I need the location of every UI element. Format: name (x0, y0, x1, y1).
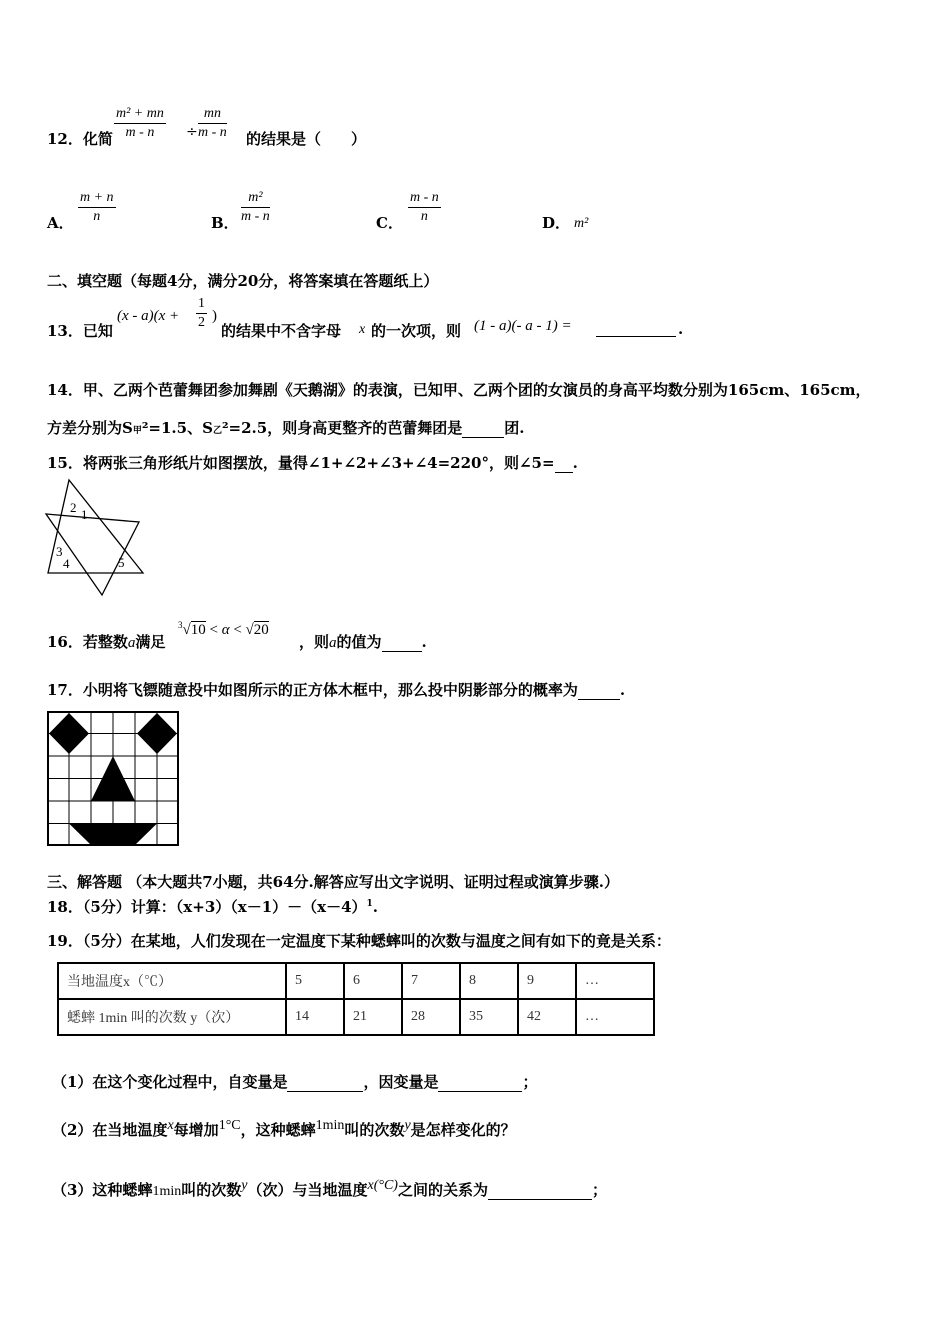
q19-p3-text: （3）这种蟋蟀 (52, 1181, 153, 1199)
angle-label-3: 3 (56, 544, 63, 559)
q19-p2-degree: 1°C (218, 1118, 241, 1133)
table-cell: 5 (286, 963, 344, 999)
table-row (58, 963, 654, 999)
option-c-numerator: m - n (408, 190, 441, 208)
q13-answer-blank[interactable] (596, 336, 676, 337)
angle-label-2: 2 (70, 500, 77, 515)
option-c-fraction (408, 190, 441, 225)
q19-p2-x: x (167, 1118, 174, 1133)
q15-end: . (572, 454, 578, 472)
table-cell: 6 (344, 963, 402, 999)
q19-p2-text-4: 叫的次数 (344, 1121, 405, 1139)
q19-p2-min: 1min (315, 1118, 345, 1133)
radicand-1: 10 (190, 622, 206, 638)
q19-part-3 (52, 1178, 607, 1200)
q12-fraction-2 (198, 106, 227, 141)
q12-tail: 的结果是（ ） (246, 130, 367, 148)
q15-answer-blank[interactable] (555, 454, 573, 473)
q19-p3-end: ； (591, 1181, 607, 1199)
q12-frac2-denominator: m - n (198, 125, 227, 140)
q19-p2-text-3: ，这种蟋蟀 (240, 1121, 316, 1139)
q19-p2-y: y (404, 1118, 411, 1133)
q16-tail-1: ，则 (299, 633, 330, 651)
q12-frac1-numerator: m² + mn (114, 106, 166, 124)
option-a-denominator: n (93, 209, 101, 224)
q12-frac1-denominator: m - n (125, 125, 155, 140)
q13-expression-2: (1 - a)(- a - 1) = (474, 318, 572, 334)
q16-label (47, 631, 165, 652)
option-b-denominator: m - n (241, 209, 270, 224)
q13-half (196, 296, 207, 331)
q14-line-2 (47, 417, 524, 438)
q19-text: 19．（5分）在某地，人们发现在一定温度下某种蟋蟀叫的次数与温度之间有如下的竟是关系： (47, 932, 671, 950)
table-cell: 7 (402, 963, 460, 999)
option-c-letter: C． (376, 214, 403, 232)
q19-part-2 (52, 1118, 516, 1140)
q13-end: . (678, 320, 684, 338)
q16-tail (299, 631, 427, 652)
q13-mid: 的结果中不含字母 (221, 322, 342, 340)
q13-label: 13．已知 (47, 322, 113, 340)
q19-p1-end: ； (522, 1073, 538, 1091)
q16-tail-2: 的值为 (336, 633, 382, 651)
q16-inequality (178, 620, 269, 639)
table-cell: … (576, 963, 654, 999)
angle-label-4: 4 (63, 556, 70, 571)
q13-close-paren: ) (212, 308, 217, 324)
q13-half-num: 1 (196, 296, 207, 314)
q16-var-a: a (127, 635, 136, 651)
cube-root-index: 3 (178, 620, 183, 630)
radical-sign-2: √ (245, 622, 254, 638)
option-a-numerator: m + n (78, 190, 116, 208)
q12-fraction-1 (114, 106, 166, 141)
q18-expression: 18．（5分）计算：（x+3）（x－1）－（x－4） (47, 898, 367, 916)
option-a-fraction (78, 190, 116, 225)
q19-p3-y: y (241, 1178, 248, 1193)
q12-frac2-numerator: mn (198, 106, 227, 124)
relation-answer-blank[interactable] (488, 1181, 592, 1200)
table-cell: 9 (518, 963, 576, 999)
q14-part-d: 团. (504, 419, 525, 437)
table-cell: 35 (460, 999, 518, 1035)
q16-end: . (421, 633, 427, 651)
q12-label: 12．化简 (47, 130, 113, 148)
option-b-fraction (241, 190, 270, 225)
option-d-letter: D． (542, 214, 571, 232)
q18-text (47, 896, 378, 917)
two-triangles-figure (44, 478, 148, 598)
mouth-trapezoid (69, 824, 157, 846)
q13-half-den: 2 (198, 315, 205, 330)
q16-answer-blank[interactable] (382, 633, 422, 652)
q19-p3-min: 1min (152, 1184, 182, 1199)
divide-sign: ÷ (186, 124, 198, 140)
section-2-heading: 二、填空题（每题4分，满分20分，将答案填在答题纸上） (47, 272, 439, 290)
q19-p2-text: （2）在当地温度 (52, 1121, 168, 1139)
radicand-2: 20 (253, 622, 269, 638)
less-than-2: < (233, 622, 242, 638)
option-b-numerator: m² (241, 190, 270, 208)
q14-part-a: 方差分别为S (47, 419, 133, 437)
option-b-letter: B． (211, 214, 239, 232)
q19-p3-text-3: （次）与当地温度 (247, 1181, 368, 1199)
table-cell: 8 (460, 963, 518, 999)
table-cell: 42 (518, 999, 576, 1035)
q16-label-text: 16．若整数 (47, 633, 128, 651)
q19-p1-text-2: ，因变量是 (363, 1073, 439, 1091)
q14-part-c: ²=2.5，则身高更整齐的芭蕾舞团是 (221, 419, 463, 437)
row2-label: 蟋蟀 1min 叫的次数 y（次） (58, 999, 286, 1035)
q15-question: 15．将两张三角形纸片如图摆放，量得∠1+∠2+∠3+∠4=220°，则∠5= (47, 454, 555, 472)
option-a-letter: A． (47, 214, 74, 232)
q19-p1-text: （1）在这个变化过程中，自变量是 (52, 1073, 288, 1091)
alpha-symbol: α (221, 622, 230, 638)
q16-var-a-2: a (329, 635, 337, 651)
q18-exponent: 1 (366, 899, 373, 909)
q15-text (47, 452, 578, 473)
dartboard-grid-figure (47, 711, 179, 846)
less-than-1: < (209, 622, 218, 638)
dependent-variable-blank[interactable] (438, 1073, 522, 1092)
temperature-cricket-table (57, 962, 655, 1036)
table-cell: … (576, 999, 654, 1035)
q19-p3-text-4: 之间的关系为 (397, 1181, 488, 1199)
option-d-text: m² (574, 216, 589, 231)
q13-mid2: 的一次项，则 (371, 322, 462, 340)
row1-label: 当地温度x（℃） (58, 963, 286, 999)
angle-label-5: 5 (118, 555, 125, 570)
q18-end: . (372, 898, 379, 916)
q17-end: . (619, 681, 626, 699)
q13-expression: (x - a)(x + (117, 308, 180, 324)
angle-label-1: 1 (81, 507, 88, 522)
q14-answer-blank[interactable] (462, 419, 504, 438)
q13-var-x: x (359, 322, 366, 337)
q14-line-1: 14．甲、乙两个芭蕾舞团参加舞剧《天鹅湖》的表演，已知甲、乙两个团的女演员的身高平均数分别为165cm、165cm， (47, 381, 871, 399)
q19-p2-text-5: 是怎样变化的？ (410, 1121, 516, 1139)
table-cell: 28 (402, 999, 460, 1035)
q19-p3-text-2: 叫的次数 (181, 1181, 242, 1199)
right-eye-diamond (137, 713, 177, 754)
q14-sub-jia: 甲 (132, 426, 142, 436)
independent-variable-blank[interactable] (287, 1073, 363, 1092)
q19-part-1 (52, 1071, 537, 1092)
table-cell: 14 (286, 999, 344, 1035)
table-row (58, 999, 654, 1035)
section-3-heading: 三、解答题 （本大题共7小题，共64分.解答应写出文字说明、证明过程或演算步骤.） (47, 873, 619, 891)
table-cell: 21 (344, 999, 402, 1035)
q17-text (47, 679, 625, 700)
q19-p3-x: x(°C) (367, 1178, 398, 1193)
q19-p2-text-2: 每增加 (173, 1121, 219, 1139)
q16-mid: 满足 (135, 633, 166, 651)
q17-answer-blank[interactable] (578, 681, 620, 700)
q17-question: 17．小明将飞镖随意投中如图所示的正方体木框中，那么投中阴影部分的概率为 (47, 681, 578, 699)
option-c-denominator: n (420, 209, 428, 224)
q14-part-b: ²=1.5、S (141, 419, 213, 437)
left-eye-diamond (49, 713, 89, 754)
radical-sign-1: √ (182, 622, 191, 638)
q14-sub-yi: 乙 (212, 426, 222, 436)
